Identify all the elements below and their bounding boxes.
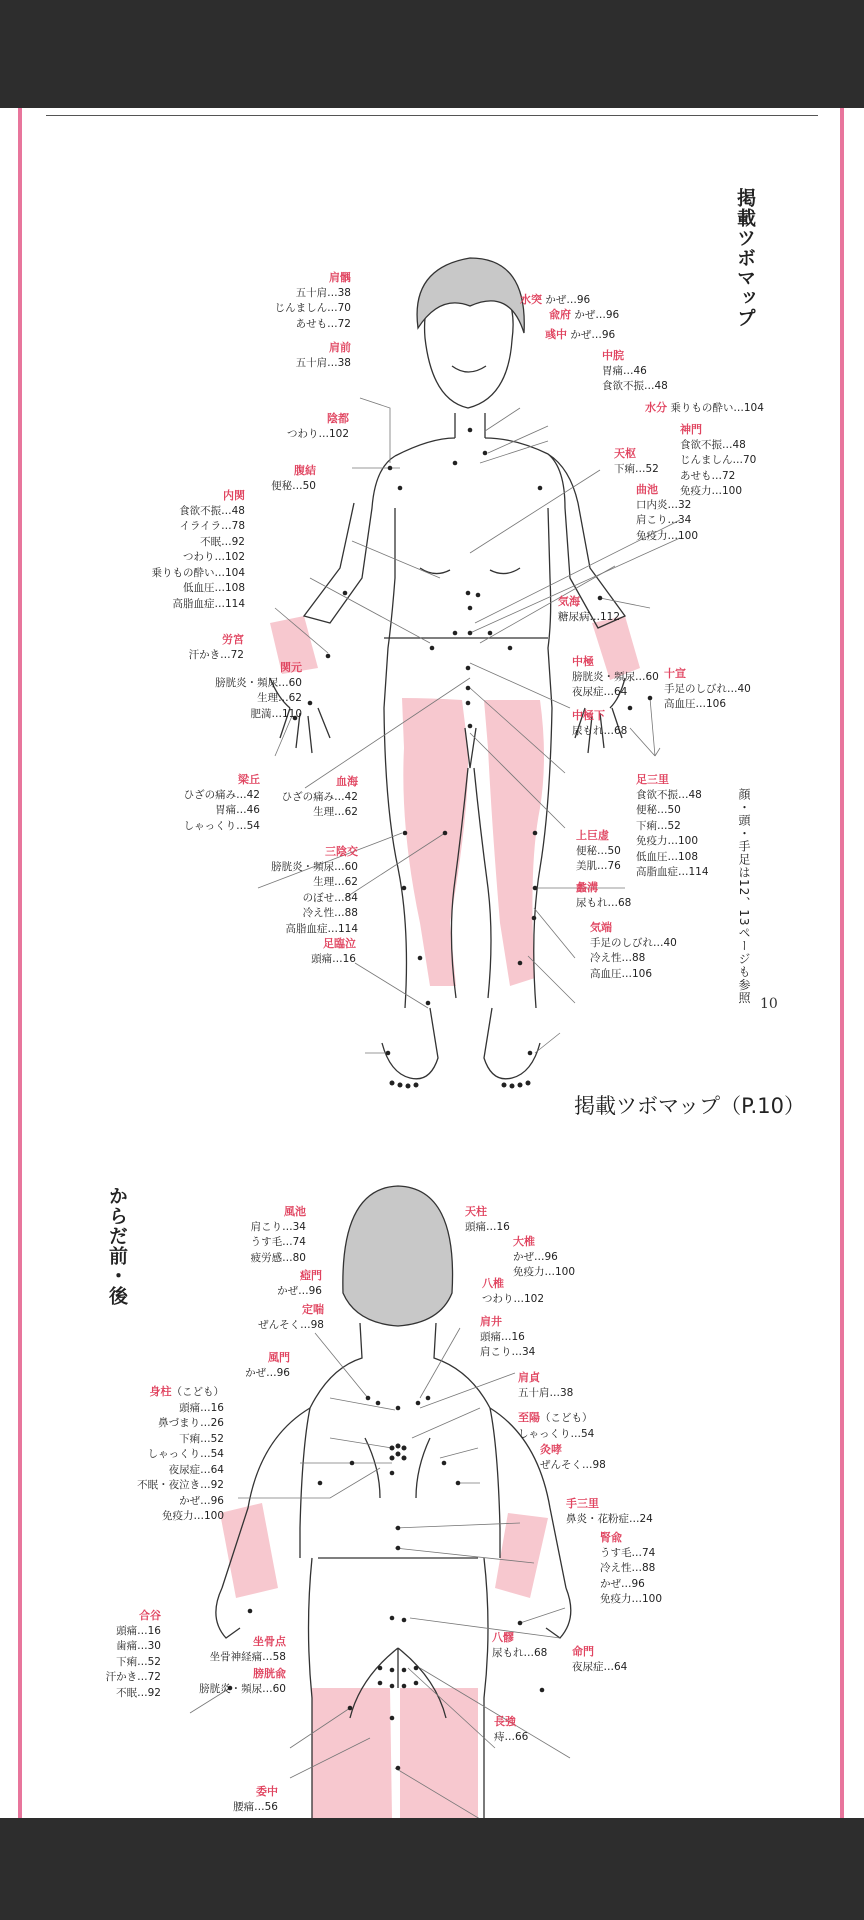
- acupoint-label: 足三里 食欲不振…48 便秘…50 下痢…52 免疫力…100 低血圧…108 高脂血症…114: [636, 773, 709, 878]
- acupoint-label: 神門 食欲不振…48 じんましん…70 あせも…72 免疫力…100: [680, 423, 757, 497]
- document-page: [0, 108, 864, 1818]
- acupoint-label: 長強 痔…66: [494, 1715, 529, 1743]
- back-heading: 掲載ツボマップ（P.10）: [574, 1094, 805, 1118]
- acupoint-figure-back: [0, 108, 864, 1818]
- page-number: 10: [760, 996, 778, 1012]
- acupoint-label: 労宮 汗かき…72: [188, 633, 244, 661]
- acupoint-label: 瘂門 かぜ…96: [277, 1269, 322, 1297]
- top-system-bar: [0, 0, 864, 108]
- acupoint-label: 大椎 かぜ…96 免疫力…100: [513, 1235, 576, 1278]
- acupoint-label: 気端 手足のしびれ…40 冷え性…88 高血圧…106: [590, 921, 677, 980]
- acupoint-label: 兪府 かぜ…96: [549, 308, 620, 321]
- front-title: 掲載ツボマップ: [734, 188, 756, 328]
- acupoint-label: 陰都 つわり…102: [286, 412, 349, 440]
- acupoint-label: 水分 乗りもの酔い…104: [645, 401, 764, 414]
- acupoint-label: 八髎 尿もれ…68: [492, 1631, 548, 1659]
- acupoint-label: 天枢 下痢…52: [614, 447, 659, 475]
- acupoint-label: 肩貞 五十肩…38: [518, 1371, 574, 1399]
- acupoint-label: 手三里 鼻炎・花粉症…24: [566, 1497, 653, 1525]
- acupoint-label: 水突 かぜ…96: [520, 293, 591, 306]
- acupoint-label: 坐骨点 坐骨神経痛…58: [209, 1635, 286, 1663]
- acupoint-label: 腎兪 うす毛…74 冷え性…88 かぜ…96 免疫力…100: [600, 1531, 663, 1605]
- acupoint-label: 肩髃 五十肩…38 じんましん…70 あせも…72: [274, 271, 351, 330]
- front-reference-note: 顔・頭・手足は12、13ページも参照: [737, 788, 751, 1005]
- acupoint-label: 風門 かぜ…96: [245, 1351, 290, 1379]
- acupoint-label: 足臨泣 頭痛…16: [311, 937, 356, 965]
- acupoint-label: 中極下 尿もれ…68: [572, 709, 628, 737]
- acupoint-label: 彧中 かぜ…96: [545, 328, 616, 341]
- acupoint-label: 中極 膀胱炎・頻尿…60 夜尿症…64: [572, 655, 659, 698]
- acupoint-label: 身柱（こども） 頭痛…16 鼻づまり…26 下痢…52 しゃっくり…54 夜尿症…64 不眠・夜泣き…92 かぜ…96 免疫力…100: [137, 1385, 224, 1522]
- acupoint-label: 至陽（こども） しゃっくり…54: [518, 1411, 595, 1440]
- acupoint-label: 梁丘 ひざの痛み…42 胃痛…46 しゃっくり…54: [183, 773, 260, 832]
- acupoint-label: 定喘 ぜんそく…98: [258, 1303, 324, 1331]
- acupoint-label: 命門 夜尿症…64: [572, 1645, 628, 1673]
- acupoint-label: 天柱 頭痛…16: [465, 1205, 510, 1233]
- acupoint-label: 上巨虚 便秘…50 美肌…76: [576, 829, 621, 872]
- acupoint-label: 血海 ひざの痛み…42 生理…62: [281, 775, 358, 818]
- acupoint-label: 関元 膀胱炎・頻尿…60 生理…62 肥満…110: [215, 661, 302, 720]
- acupoint-label: 肩前 五十肩…38: [295, 341, 351, 369]
- bottom-system-bar: [0, 1818, 864, 1920]
- acupoint-label: 十宣 手足のしびれ…40 高血圧…106: [664, 667, 751, 710]
- acupoint-label: 八椎 つわり…102: [482, 1277, 545, 1305]
- acupoint-label: 中脘 胃痛…46 食欲不振…48: [602, 349, 668, 392]
- acupoint-label: 灸哮 ぜんそく…98: [540, 1443, 606, 1471]
- acupoint-label: 委中 腰痛…56: [233, 1785, 278, 1813]
- acupoint-label: 内関 食欲不振…48 イライラ…78 不眠…92 つわり…102 乗りもの酔い…104 低血圧…108 高脂血症…114: [151, 489, 245, 610]
- acupoint-label: 気海 糖尿病…112: [558, 595, 621, 623]
- acupoint-label: 腹結 便秘…50: [271, 464, 316, 492]
- back-title: からだ前・後: [106, 1186, 128, 1306]
- acupoint-label: 三陰交 膀胱炎・頻尿…60 生理…62 のぼせ…84 冷え性…88 高脂血症…114: [271, 845, 358, 935]
- acupoint-label: 合谷 頭痛…16 歯痛…30 下痢…52 汗かき…72 不眠…92: [105, 1609, 161, 1699]
- acupoint-label: 肩井 頭痛…16 肩こり…34: [480, 1315, 536, 1358]
- acupoint-label: 蠡溝 尿もれ…68: [576, 881, 632, 909]
- acupoint-label: 曲池 口内炎…32 肩こり…34 免疫力…100: [636, 483, 699, 542]
- acupoint-label: 膀胱兪 膀胱炎・頻尿…60: [199, 1667, 286, 1695]
- acupoint-label: 風池 肩こり…34 うす毛…74 疲労感…80: [250, 1205, 306, 1264]
